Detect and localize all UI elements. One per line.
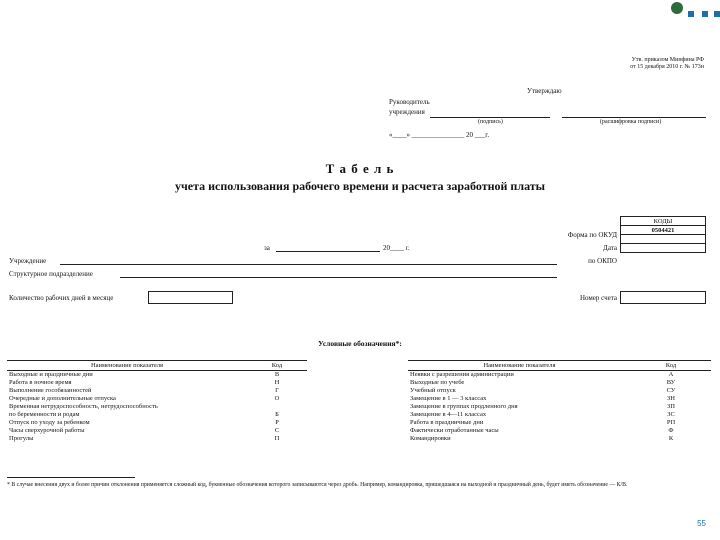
legend-code: А	[668, 371, 674, 378]
legend-left-col-name: Наименование показателя	[7, 361, 247, 371]
legend-code: П	[274, 435, 280, 442]
legend-code: ВУ	[666, 379, 676, 386]
legend-row	[408, 371, 711, 380]
legend-name: Замещение в 4—11 классах	[410, 411, 487, 418]
logo-icon	[668, 0, 720, 20]
legend-name: Фактически отработанные часы	[410, 427, 499, 434]
legend-code	[247, 403, 307, 411]
legend-name: по беременности и родам	[9, 411, 80, 418]
legend-row	[7, 395, 307, 403]
period-month-line[interactable]	[276, 251, 380, 252]
legend-code: СУ	[666, 387, 676, 394]
institution-label: Учреждение	[9, 257, 47, 265]
codes-table	[620, 216, 706, 253]
legend-name: Очередные и дополнительные отпуска	[9, 395, 116, 402]
okud-label: Форма по ОКУД	[567, 231, 617, 239]
legend-code: В	[274, 371, 280, 378]
legend-code: Г	[275, 387, 279, 394]
institution-line[interactable]	[60, 264, 557, 265]
legend-code: ЗП	[667, 403, 675, 410]
footnote: * В случае внесения двух и более причин отклонения применяется сложный код, буквенные обозначения которого записываются через дробь. Например, командировка, пришедшаяся на выходной и праздничный день, будет иметь обозначение — К/В.	[7, 482, 628, 488]
legend-row	[408, 379, 711, 387]
legend-name: Выходные по учебе	[410, 379, 465, 386]
legend-code: Ф	[668, 427, 674, 434]
decipher-line	[562, 117, 706, 118]
legend-row	[7, 419, 307, 427]
workdays-label: Количество рабочих дней в месяце	[9, 294, 114, 302]
legend-name: Часы сверхурочной работы	[9, 427, 85, 434]
legend-code: ЗН	[667, 395, 675, 402]
legend-row	[408, 419, 711, 427]
legend-row	[408, 427, 711, 435]
legend-right-col-code: Код	[631, 361, 711, 371]
legend-name: Выходные и праздничные дни	[9, 371, 93, 378]
legend-code: ЗС	[667, 411, 675, 418]
legend-row	[408, 435, 711, 443]
approved-label: Утверждаю	[527, 87, 562, 95]
legend-title: Условные обозначения*:	[318, 339, 402, 348]
legend-row	[7, 427, 307, 435]
period-prefix: за	[264, 244, 270, 252]
legend-name: Прогулы	[9, 435, 34, 442]
approval-ref-line2: от 15 декабря 2010 г. № 173н	[630, 64, 704, 70]
legend-name: Отпуск по уходу за ребенком	[9, 419, 90, 426]
legend-left-col-code: Код	[247, 361, 307, 371]
legend-code: Р	[275, 419, 279, 426]
period-year: 20____ г.	[383, 244, 410, 252]
date-code[interactable]	[621, 235, 706, 244]
legend-code: Б	[275, 411, 279, 418]
department-line[interactable]	[120, 277, 557, 278]
legend-code: О	[274, 395, 280, 402]
legend-row	[408, 387, 711, 395]
legend-row	[7, 379, 307, 387]
legend-row	[7, 403, 307, 411]
legend-name: Неявки с разрешения администрации	[410, 371, 514, 378]
signature-line	[430, 117, 550, 118]
legend-row	[408, 395, 711, 403]
legend-name: Работа в ночное время	[9, 379, 72, 386]
legend-name: Замещение в 1 — 3 классах	[410, 395, 487, 402]
head-label-line1: Руководитель	[389, 98, 430, 106]
legend-row	[408, 411, 711, 419]
legend-row	[7, 411, 307, 419]
legend-code: С	[274, 427, 280, 434]
signature-caption: (подпись)	[478, 119, 503, 125]
legend-code: РП	[666, 419, 676, 426]
approval-reference	[630, 57, 704, 71]
legend-name: Командировки	[410, 435, 451, 442]
codes-header: КОДЫ	[621, 217, 706, 226]
legend-name: Замещение в группах продленного дня	[410, 403, 518, 410]
head-label-line2: учреждения	[389, 108, 425, 116]
account-input[interactable]	[620, 291, 706, 304]
decipher-caption: (расшифровка подписи)	[600, 119, 662, 125]
legend-row	[7, 371, 307, 380]
legend-table-left	[7, 360, 307, 443]
legend-name: Работа в праздничные дни	[410, 419, 484, 426]
legend-table-right	[408, 360, 711, 443]
department-label: Структурное подразделение	[9, 270, 93, 278]
account-label: Номер счета	[579, 294, 617, 302]
footnote-divider	[7, 477, 135, 478]
legend-name: Временная нетрудоспособность, нетрудоспособность	[9, 403, 158, 410]
legend-code: Н	[274, 379, 280, 386]
okpo-code[interactable]	[621, 244, 706, 253]
legend-row	[7, 435, 307, 443]
legend-name: Выполнение гособязанностей	[9, 387, 92, 394]
okpo-label: по ОКПО	[588, 257, 617, 265]
document-subtitle: учета использования рабочего времени и расчета заработной платы	[174, 179, 546, 193]
legend-code: К	[668, 435, 674, 442]
legend-right-col-name: Наименование показателя	[408, 361, 631, 371]
date-label: Дата	[603, 244, 617, 252]
document-title: Т а б е л ь	[325, 161, 395, 176]
workdays-input[interactable]	[148, 291, 233, 304]
page-number: 55	[697, 519, 706, 528]
approval-ref-line1: Утв. приказом Минфина РФ	[631, 57, 704, 63]
legend-row	[7, 387, 307, 395]
okud-code[interactable]: 0504421	[621, 226, 706, 235]
legend-name: Учебный отпуск	[410, 387, 456, 394]
approval-date: «____» _______________ 20 ___г.	[389, 131, 490, 139]
legend-row	[408, 403, 711, 411]
